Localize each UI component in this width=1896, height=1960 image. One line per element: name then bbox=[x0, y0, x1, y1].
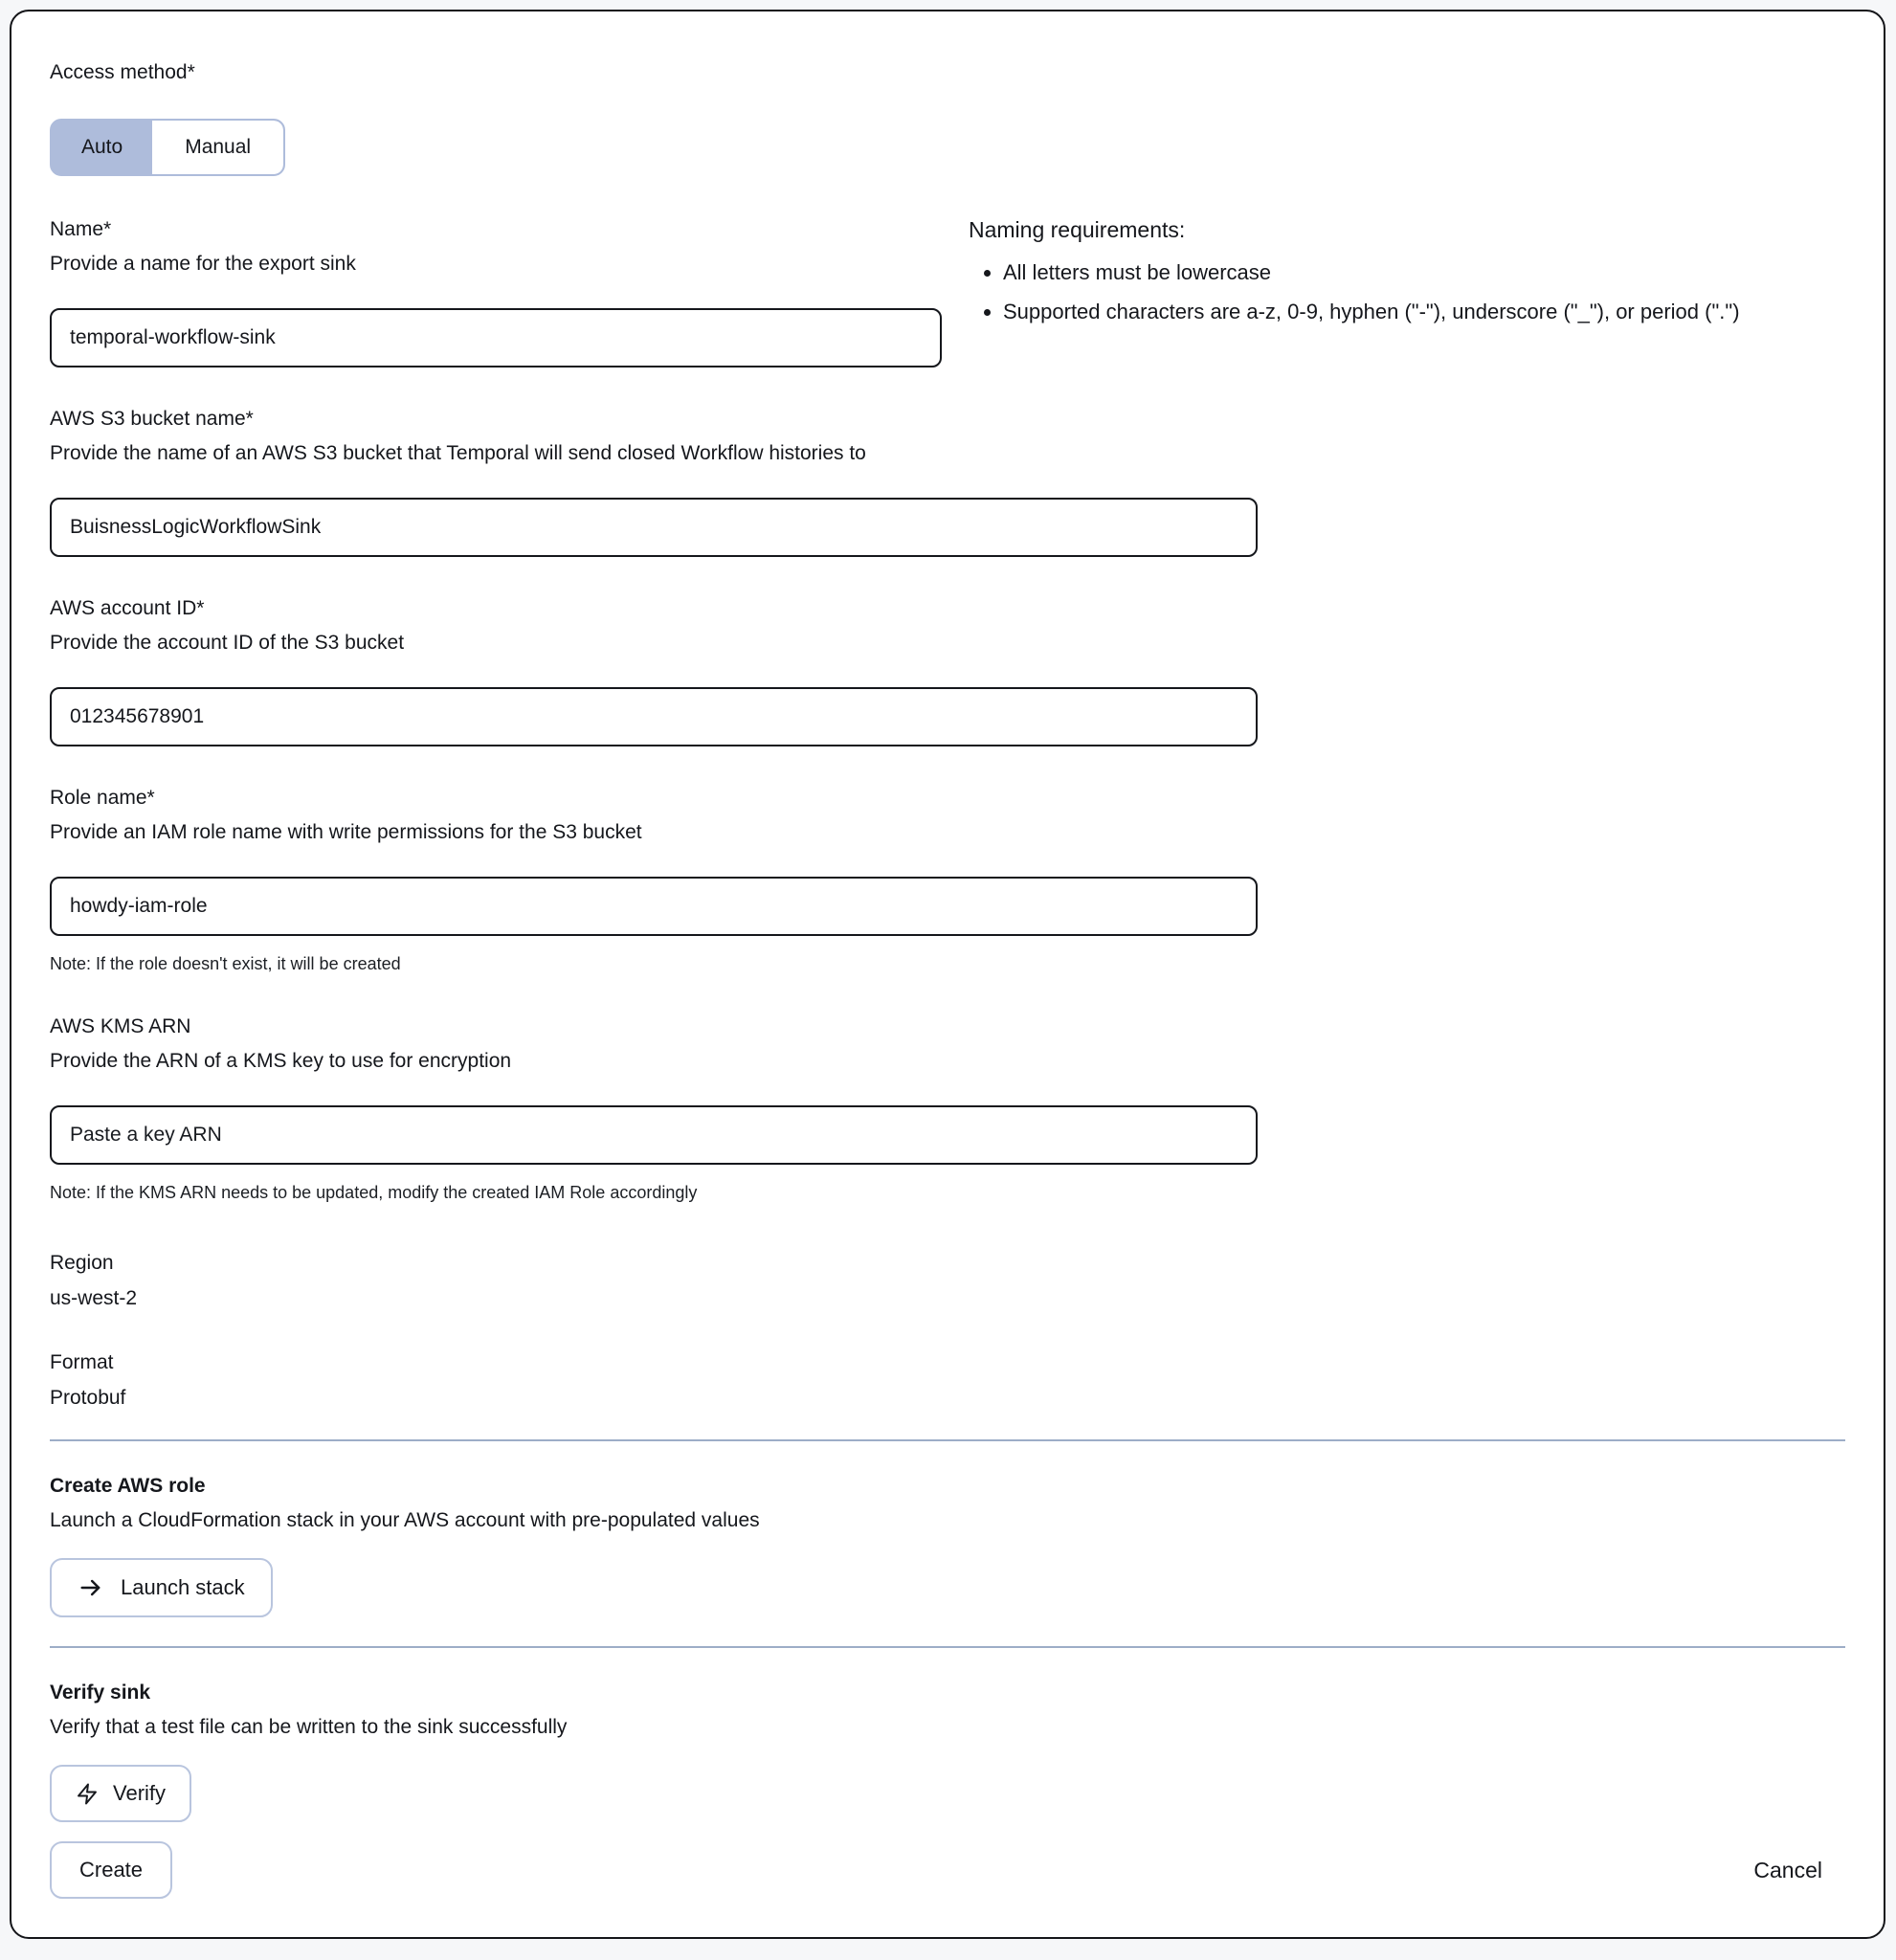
arrow-right-icon bbox=[78, 1574, 104, 1601]
region-label: Region bbox=[50, 1252, 114, 1274]
role-name-note: Note: If the role doesn't exist, it will be created bbox=[50, 954, 401, 973]
create-role-title: Create AWS role bbox=[50, 1475, 206, 1497]
s3-bucket-description: Provide the name of an AWS S3 bucket that Temporal will send closed Workflow histories to bbox=[50, 442, 866, 464]
section-divider bbox=[50, 1646, 1845, 1648]
name-field-group bbox=[50, 216, 969, 368]
naming-requirements-title: Naming requirements: bbox=[969, 217, 1186, 242]
kms-arn-description: Provide the ARN of a KMS key to use for encryption bbox=[50, 1050, 512, 1072]
naming-requirement-item: • Supported characters are a-z, 0-9, hyphen ("-"), underscore ("_"), or period (".") bbox=[1003, 298, 1845, 326]
launch-stack-button[interactable] bbox=[50, 1558, 273, 1617]
s3-bucket-field-group bbox=[50, 406, 1845, 557]
naming-requirement-item: • All letters must be lowercase bbox=[1003, 258, 1845, 287]
create-button[interactable]: Create bbox=[50, 1841, 172, 1899]
format-value: Protobuf bbox=[50, 1387, 126, 1409]
verify-sink-title: Verify sink bbox=[50, 1682, 151, 1704]
name-and-requirements-row bbox=[50, 216, 1845, 368]
verify-button-label: Verify bbox=[113, 1781, 167, 1805]
naming-requirements-list bbox=[969, 258, 1845, 326]
name-input[interactable] bbox=[50, 308, 942, 368]
role-name-label: Role name* bbox=[50, 787, 155, 809]
name-description: Provide a name for the export sink bbox=[50, 253, 356, 275]
role-name-input[interactable] bbox=[50, 877, 1258, 936]
account-id-description: Provide the account ID of the S3 bucket bbox=[50, 632, 405, 654]
format-group bbox=[50, 1349, 1845, 1411]
region-group bbox=[50, 1250, 1845, 1311]
access-method-toggle bbox=[50, 119, 285, 176]
s3-bucket-input[interactable] bbox=[50, 498, 1258, 557]
account-id-field-group bbox=[50, 595, 1845, 746]
access-method-label: Access method* bbox=[50, 61, 195, 83]
section-divider bbox=[50, 1439, 1845, 1441]
kms-arn-input[interactable] bbox=[50, 1105, 1258, 1165]
role-name-description: Provide an IAM role name with write permissions for the S3 bucket bbox=[50, 821, 642, 843]
s3-bucket-label: AWS S3 bucket name* bbox=[50, 408, 254, 430]
kms-arn-note: Note: If the KMS ARN needs to be updated, modify the created IAM Role accordingly bbox=[50, 1183, 698, 1202]
lightning-icon bbox=[76, 1781, 99, 1807]
account-id-label: AWS account ID* bbox=[50, 597, 205, 619]
verify-button[interactable] bbox=[50, 1765, 191, 1822]
kms-arn-field-group bbox=[50, 1013, 1845, 1204]
create-role-description: Launch a CloudFormation stack in your AWS account with pre-populated values bbox=[50, 1509, 760, 1531]
format-label: Format bbox=[50, 1351, 114, 1373]
naming-requirements bbox=[969, 216, 1845, 368]
launch-stack-button-label: Launch stack bbox=[121, 1575, 245, 1599]
access-method-option-manual[interactable]: Manual bbox=[152, 121, 283, 174]
role-name-field-group bbox=[50, 785, 1845, 975]
verify-sink-description: Verify that a test file can be written to the sink successfully bbox=[50, 1716, 568, 1738]
account-id-input[interactable] bbox=[50, 687, 1258, 746]
kms-arn-label: AWS KMS ARN bbox=[50, 1015, 191, 1037]
form-footer bbox=[50, 1841, 1845, 1899]
cancel-button[interactable]: Cancel bbox=[1753, 1857, 1822, 1882]
name-label: Name* bbox=[50, 218, 112, 240]
access-method-option-auto[interactable]: Auto bbox=[52, 121, 152, 174]
export-sink-form-card bbox=[10, 10, 1885, 1939]
region-value: us-west-2 bbox=[50, 1287, 138, 1309]
